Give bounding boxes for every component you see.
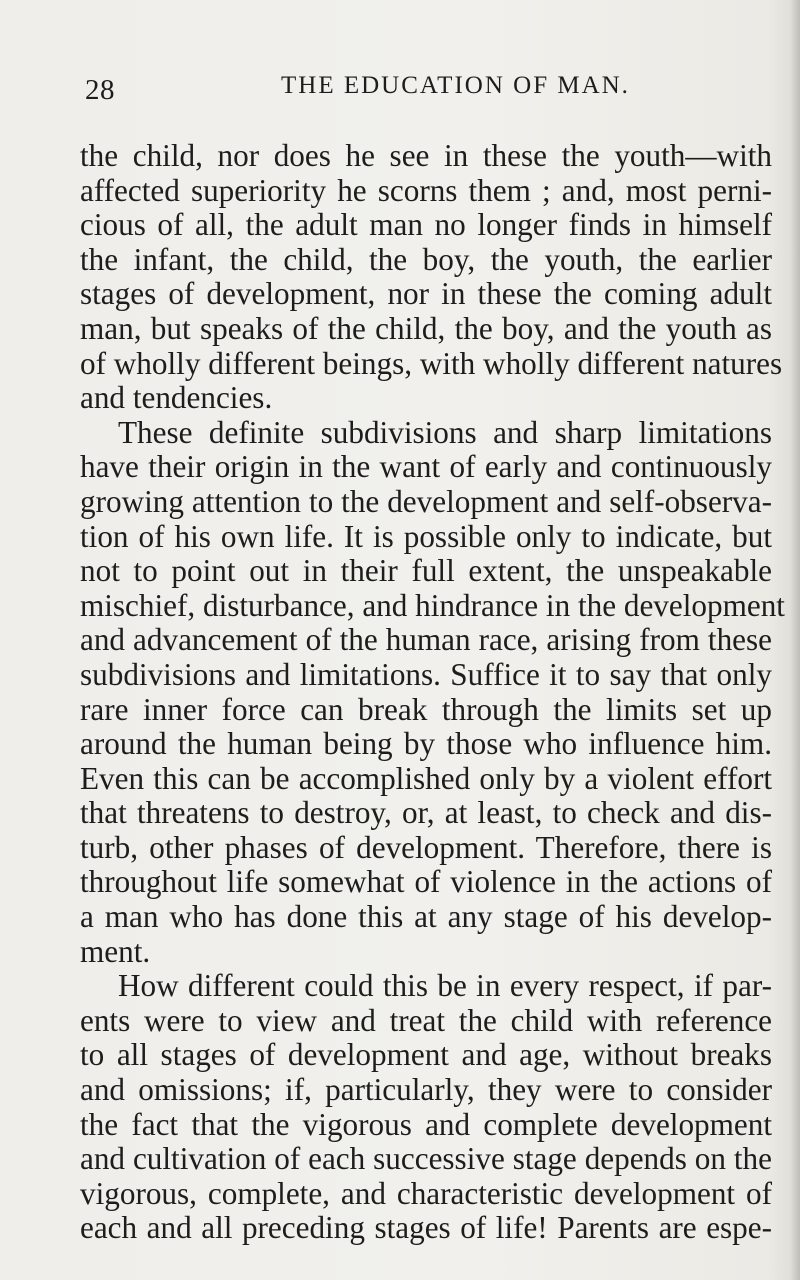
text-line: affected superiority he scorns them ; and, most perni- [80, 172, 772, 208]
text-line: that threatens to destroy, or, at least, to check and dis- [80, 795, 772, 831]
text-line: around the human being by those who influence him. [80, 726, 772, 762]
text-line: vigorous, complete, and characteristic development of [80, 1175, 772, 1211]
text-line: growing attention to the development and self-observa- [80, 483, 772, 519]
text-line: cious of all, the adult man no longer finds in himself [80, 207, 772, 243]
text-line: to all stages of development and age, without breaks [80, 1037, 772, 1073]
text-line: the infant, the child, the boy, the youth, the earlier [80, 241, 772, 277]
text-line: How different could this be in every respect, if par- [118, 968, 772, 1004]
text-line: ents were to view and treat the child with reference [80, 1002, 772, 1038]
text-line: throughout life somewhat of violence in the actions of [80, 864, 772, 900]
text-line: stages of development, nor in these the coming adult [80, 276, 772, 312]
text-line: and advancement of the human race, arising from these [80, 622, 772, 658]
text-line: not to point out in their full extent, the unspeakable [80, 553, 772, 589]
text-line: subdivisions and limitations. Suffice it to say that only [80, 656, 772, 692]
page-number: 28 [85, 74, 115, 106]
text-line: each and all preceding stages of life! Parents are espe- [80, 1210, 772, 1246]
text-line: of wholly different beings, with wholly different natures [80, 345, 783, 381]
text-line: Even this can be accomplished only by a violent effort [80, 760, 772, 796]
text-line: have their origin in the want of early and continuously [80, 449, 772, 485]
page-edge-shadow [790, 0, 800, 1280]
text-line: tion of his own life. It is possible only to indicate, but [80, 518, 772, 554]
text-line: rare inner force can break through the limits set up [80, 691, 772, 727]
text-line: and tendencies. [80, 380, 273, 416]
text-line: a man who has done this at any stage of his develop- [80, 899, 772, 935]
text-line: the fact that the vigorous and complete development [80, 1106, 772, 1142]
text-line: and omissions; if, particularly, they were to consider [80, 1072, 772, 1108]
text-line: These definite subdivisions and sharp limitations [118, 414, 772, 450]
text-line: turb, other phases of development. Therefore, there is [80, 829, 772, 865]
body-text [80, 138, 785, 1246]
text-line: man, but speaks of the child, the boy, and the youth as [80, 310, 772, 346]
text-line: ment. [80, 933, 151, 969]
text-line: mischief, disturbance, and hindrance in the development [80, 587, 785, 623]
page-header [85, 68, 775, 108]
text-line: and cultivation of each successive stage depends on the [80, 1141, 772, 1177]
text-line: the child, nor does he see in these the youth—with [80, 138, 772, 173]
running-head: THE EDUCATION OF MAN. [281, 72, 630, 99]
